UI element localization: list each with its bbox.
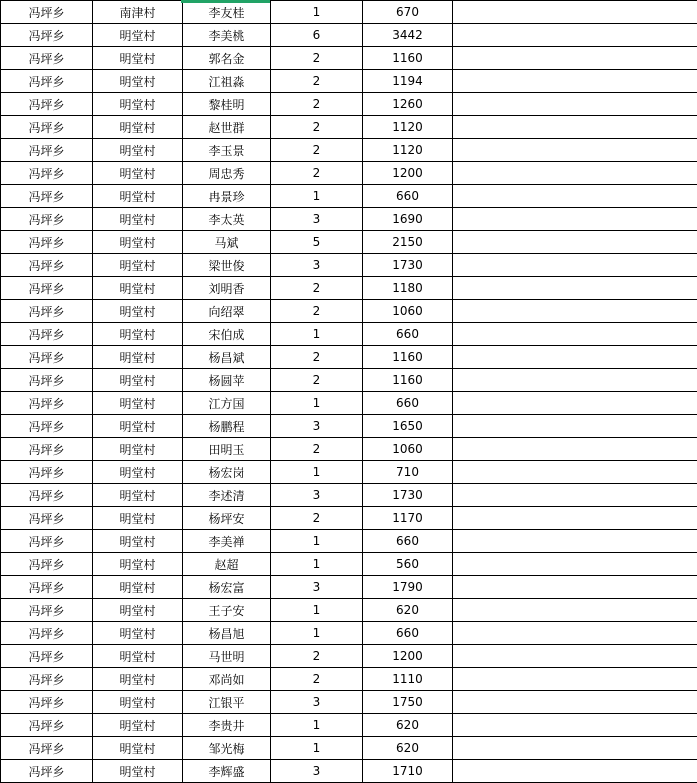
amount-cell[interactable]: 1790 [363,576,453,599]
empty-cell[interactable] [453,93,697,116]
village-cell[interactable]: 明堂村 [93,438,183,461]
township-cell[interactable]: 冯坪乡 [1,691,93,714]
township-cell[interactable]: 冯坪乡 [1,300,93,323]
table-row [1,484,697,507]
village-cell[interactable]: 明堂村 [93,369,183,392]
amount-cell[interactable]: 3442 [363,24,453,47]
table-row [1,760,697,783]
village-cell[interactable]: 明堂村 [93,553,183,576]
empty-cell[interactable] [453,277,697,300]
name-cell[interactable]: 江方国 [183,392,271,415]
household-count-cell[interactable]: 2 [271,162,363,185]
amount-cell[interactable]: 1110 [363,668,453,691]
empty-cell[interactable] [453,760,697,783]
table-row [1,24,697,47]
amount-cell[interactable]: 1120 [363,139,453,162]
empty-cell[interactable] [453,645,697,668]
amount-cell[interactable]: 670 [363,1,453,24]
empty-cell[interactable] [453,622,697,645]
name-cell[interactable]: 杨圆苹 [183,369,271,392]
table-row [1,622,697,645]
household-count-cell[interactable]: 2 [271,668,363,691]
household-count-cell[interactable]: 2 [271,346,363,369]
name-cell[interactable]: 李友桂 [183,1,271,24]
household-count-cell[interactable]: 3 [271,415,363,438]
amount-cell[interactable]: 1160 [363,369,453,392]
household-count-cell[interactable]: 1 [271,323,363,346]
empty-cell[interactable] [453,70,697,93]
name-cell[interactable]: 杨坪安 [183,507,271,530]
amount-cell[interactable]: 1750 [363,691,453,714]
empty-cell[interactable] [453,392,697,415]
empty-cell[interactable] [453,254,697,277]
township-cell[interactable]: 冯坪乡 [1,622,93,645]
empty-cell[interactable] [453,369,697,392]
village-cell[interactable]: 明堂村 [93,530,183,553]
household-count-cell[interactable]: 2 [271,70,363,93]
amount-cell[interactable]: 660 [363,392,453,415]
township-cell[interactable]: 冯坪乡 [1,714,93,737]
household-count-cell[interactable]: 1 [271,553,363,576]
township-cell[interactable]: 冯坪乡 [1,116,93,139]
village-cell[interactable]: 明堂村 [93,24,183,47]
name-cell[interactable]: 杨昌旭 [183,622,271,645]
township-cell[interactable]: 冯坪乡 [1,254,93,277]
household-count-cell[interactable]: 6 [271,24,363,47]
amount-cell[interactable]: 620 [363,737,453,760]
village-cell[interactable]: 明堂村 [93,346,183,369]
village-cell[interactable]: 明堂村 [93,231,183,254]
empty-cell[interactable] [453,185,697,208]
amount-cell[interactable]: 660 [363,323,453,346]
amount-cell[interactable]: 1060 [363,438,453,461]
amount-cell[interactable]: 1730 [363,484,453,507]
village-cell[interactable]: 明堂村 [93,392,183,415]
village-cell[interactable]: 明堂村 [93,415,183,438]
township-cell[interactable]: 冯坪乡 [1,392,93,415]
township-cell[interactable]: 冯坪乡 [1,47,93,70]
empty-cell[interactable] [453,691,697,714]
amount-cell[interactable]: 1730 [363,254,453,277]
amount-cell[interactable]: 620 [363,599,453,622]
household-count-cell[interactable]: 1 [271,461,363,484]
village-cell[interactable]: 明堂村 [93,162,183,185]
empty-cell[interactable] [453,47,697,70]
empty-cell[interactable] [453,208,697,231]
name-cell[interactable]: 向绍翠 [183,300,271,323]
sheet-body [1,1,697,783]
name-cell[interactable]: 赵世群 [183,116,271,139]
household-count-cell[interactable]: 1 [271,714,363,737]
township-cell[interactable]: 冯坪乡 [1,530,93,553]
village-cell[interactable]: 明堂村 [93,300,183,323]
village-cell[interactable]: 明堂村 [93,576,183,599]
village-cell[interactable]: 明堂村 [93,645,183,668]
table-row [1,461,697,484]
table-row [1,139,697,162]
table-row [1,70,697,93]
village-cell[interactable]: 明堂村 [93,760,183,783]
empty-cell[interactable] [453,139,697,162]
township-cell[interactable]: 冯坪乡 [1,162,93,185]
household-count-cell[interactable]: 2 [271,139,363,162]
household-count-cell[interactable]: 2 [271,507,363,530]
name-cell[interactable]: 李述清 [183,484,271,507]
name-cell[interactable]: 邓尚如 [183,668,271,691]
village-cell[interactable]: 明堂村 [93,737,183,760]
township-cell[interactable]: 冯坪乡 [1,323,93,346]
household-count-cell[interactable]: 2 [271,645,363,668]
household-count-cell[interactable]: 1 [271,185,363,208]
household-count-cell[interactable]: 1 [271,1,363,24]
empty-cell[interactable] [453,507,697,530]
township-cell[interactable]: 冯坪乡 [1,599,93,622]
empty-cell[interactable] [453,484,697,507]
table-row [1,438,697,461]
amount-cell[interactable]: 1650 [363,415,453,438]
table-row [1,691,697,714]
village-cell[interactable]: 明堂村 [93,461,183,484]
name-cell[interactable]: 宋伯成 [183,323,271,346]
name-cell[interactable]: 马斌 [183,231,271,254]
amount-cell[interactable]: 1200 [363,162,453,185]
household-count-cell[interactable]: 2 [271,300,363,323]
name-cell[interactable]: 郭名金 [183,47,271,70]
empty-cell[interactable] [453,438,697,461]
township-cell[interactable]: 冯坪乡 [1,461,93,484]
township-cell[interactable]: 冯坪乡 [1,1,93,24]
household-count-cell[interactable]: 5 [271,231,363,254]
village-cell[interactable]: 明堂村 [93,599,183,622]
township-cell[interactable]: 冯坪乡 [1,70,93,93]
amount-cell[interactable]: 660 [363,530,453,553]
township-cell[interactable]: 冯坪乡 [1,139,93,162]
name-cell[interactable]: 杨鹏程 [183,415,271,438]
name-cell[interactable]: 赵超 [183,553,271,576]
village-cell[interactable]: 明堂村 [93,116,183,139]
empty-cell[interactable] [453,576,697,599]
table-row [1,576,697,599]
table-row [1,277,697,300]
village-cell[interactable]: 明堂村 [93,323,183,346]
village-cell[interactable]: 明堂村 [93,714,183,737]
empty-cell[interactable] [453,530,697,553]
table-row [1,323,697,346]
name-cell[interactable]: 李太英 [183,208,271,231]
name-cell[interactable]: 李贵井 [183,714,271,737]
household-count-cell[interactable]: 2 [271,116,363,139]
name-cell[interactable]: 杨宏岗 [183,461,271,484]
household-count-cell[interactable]: 3 [271,208,363,231]
township-cell[interactable]: 冯坪乡 [1,93,93,116]
amount-cell[interactable]: 1060 [363,300,453,323]
name-cell[interactable]: 王子安 [183,599,271,622]
township-cell[interactable]: 冯坪乡 [1,415,93,438]
household-count-cell[interactable]: 3 [271,760,363,783]
township-cell[interactable]: 冯坪乡 [1,277,93,300]
township-cell[interactable]: 冯坪乡 [1,24,93,47]
household-count-cell[interactable]: 1 [271,622,363,645]
household-count-cell[interactable]: 2 [271,369,363,392]
amount-cell[interactable]: 560 [363,553,453,576]
amount-cell[interactable]: 1194 [363,70,453,93]
household-count-cell[interactable]: 2 [271,438,363,461]
name-cell[interactable]: 杨宏富 [183,576,271,599]
table-row [1,507,697,530]
amount-cell[interactable]: 1120 [363,116,453,139]
household-count-cell[interactable]: 1 [271,530,363,553]
table-row [1,185,697,208]
table-row [1,162,697,185]
name-cell[interactable]: 江祖淼 [183,70,271,93]
empty-cell[interactable] [453,553,697,576]
amount-cell[interactable]: 1160 [363,47,453,70]
household-count-cell[interactable]: 3 [271,484,363,507]
amount-cell[interactable]: 2150 [363,231,453,254]
household-count-cell[interactable]: 3 [271,254,363,277]
village-cell[interactable]: 明堂村 [93,93,183,116]
name-cell[interactable]: 马世明 [183,645,271,668]
table-row [1,553,697,576]
table-row [1,530,697,553]
table-row [1,47,697,70]
name-cell[interactable]: 田明玉 [183,438,271,461]
name-cell[interactable]: 邹光梅 [183,737,271,760]
amount-cell[interactable]: 620 [363,714,453,737]
village-cell[interactable]: 明堂村 [93,507,183,530]
table-row [1,737,697,760]
village-cell[interactable]: 明堂村 [93,208,183,231]
household-count-cell[interactable]: 1 [271,392,363,415]
empty-cell[interactable] [453,346,697,369]
empty-cell[interactable] [453,415,697,438]
table-row [1,346,697,369]
name-cell[interactable]: 李玉景 [183,139,271,162]
amount-cell[interactable]: 1200 [363,645,453,668]
table-row [1,392,697,415]
empty-cell[interactable] [453,461,697,484]
township-cell[interactable]: 冯坪乡 [1,208,93,231]
table-row [1,415,697,438]
table-row [1,116,697,139]
amount-cell[interactable]: 1160 [363,346,453,369]
township-cell[interactable]: 冯坪乡 [1,346,93,369]
township-cell[interactable]: 冯坪乡 [1,185,93,208]
household-count-cell[interactable]: 2 [271,277,363,300]
amount-cell[interactable]: 710 [363,461,453,484]
table-row [1,369,697,392]
amount-cell[interactable]: 1260 [363,93,453,116]
active-cell-marker [181,0,270,3]
township-cell[interactable]: 冯坪乡 [1,737,93,760]
village-cell[interactable]: 明堂村 [93,668,183,691]
empty-cell[interactable] [453,599,697,622]
village-cell[interactable]: 明堂村 [93,185,183,208]
empty-cell[interactable] [453,300,697,323]
name-cell[interactable]: 刘明香 [183,277,271,300]
name-cell[interactable]: 李美桃 [183,24,271,47]
empty-cell[interactable] [453,231,697,254]
table-row [1,208,697,231]
village-cell[interactable]: 明堂村 [93,254,183,277]
amount-cell[interactable]: 660 [363,622,453,645]
township-cell[interactable]: 冯坪乡 [1,369,93,392]
empty-cell[interactable] [453,737,697,760]
table-row [1,300,697,323]
household-count-cell[interactable]: 1 [271,737,363,760]
amount-cell[interactable]: 1180 [363,277,453,300]
village-cell[interactable]: 明堂村 [93,691,183,714]
township-cell[interactable]: 冯坪乡 [1,484,93,507]
name-cell[interactable]: 周忠秀 [183,162,271,185]
township-cell[interactable]: 冯坪乡 [1,438,93,461]
table-row [1,714,697,737]
name-cell[interactable]: 梁世俊 [183,254,271,277]
village-cell[interactable]: 南津村 [93,1,183,24]
table-row [1,254,697,277]
township-cell[interactable]: 冯坪乡 [1,668,93,691]
name-cell[interactable]: 冉景珍 [183,185,271,208]
township-cell[interactable]: 冯坪乡 [1,576,93,599]
table-row [1,231,697,254]
table-row [1,599,697,622]
household-count-cell[interactable]: 2 [271,93,363,116]
village-cell[interactable]: 明堂村 [93,622,183,645]
empty-cell[interactable] [453,116,697,139]
village-cell[interactable]: 明堂村 [93,47,183,70]
table-row [1,645,697,668]
name-cell[interactable]: 黎桂明 [183,93,271,116]
household-count-cell[interactable]: 1 [271,599,363,622]
empty-cell[interactable] [453,24,697,47]
empty-cell[interactable] [453,668,697,691]
amount-cell[interactable]: 1170 [363,507,453,530]
empty-cell[interactable] [453,714,697,737]
table-row [1,668,697,691]
village-cell[interactable]: 明堂村 [93,484,183,507]
amount-cell[interactable]: 660 [363,185,453,208]
amount-cell[interactable]: 1710 [363,760,453,783]
name-cell[interactable]: 李美禅 [183,530,271,553]
empty-cell[interactable] [453,1,697,24]
name-cell[interactable]: 李辉盛 [183,760,271,783]
name-cell[interactable]: 江银平 [183,691,271,714]
township-cell[interactable]: 冯坪乡 [1,553,93,576]
amount-cell[interactable]: 1690 [363,208,453,231]
household-count-cell[interactable]: 3 [271,576,363,599]
household-count-cell[interactable]: 2 [271,47,363,70]
empty-cell[interactable] [453,323,697,346]
empty-cell[interactable] [453,162,697,185]
name-cell[interactable]: 杨昌斌 [183,346,271,369]
table-row [1,1,697,24]
township-cell[interactable]: 冯坪乡 [1,760,93,783]
village-cell[interactable]: 明堂村 [93,139,183,162]
table-row [1,93,697,116]
township-cell[interactable]: 冯坪乡 [1,231,93,254]
township-cell[interactable]: 冯坪乡 [1,645,93,668]
village-cell[interactable]: 明堂村 [93,70,183,93]
township-cell[interactable]: 冯坪乡 [1,507,93,530]
village-cell[interactable]: 明堂村 [93,277,183,300]
household-count-cell[interactable]: 3 [271,691,363,714]
